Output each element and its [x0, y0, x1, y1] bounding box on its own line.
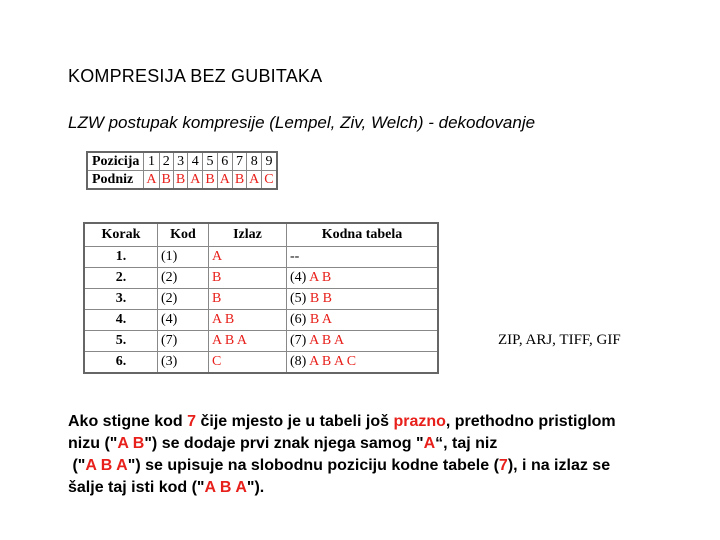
- kodna-value: B B: [309, 291, 333, 306]
- symbols-row: [87, 171, 277, 190]
- symbol-cell: A: [144, 171, 159, 190]
- text-span: čije mjesto je u tabeli još: [196, 413, 394, 430]
- highlight-span: 7: [498, 457, 508, 474]
- kodna-index: (5): [290, 291, 307, 306]
- text-span: nizu (": [68, 435, 118, 452]
- korak-cell: 1.: [84, 247, 158, 268]
- table-row: [84, 352, 438, 374]
- highlight-span: prazno: [393, 413, 446, 430]
- izlaz-cell: B: [209, 289, 287, 310]
- position-cell: 6: [217, 152, 232, 171]
- korak-cell: 4.: [84, 310, 158, 331]
- position-cell: 3: [173, 152, 187, 171]
- text-span: Ako stigne kod: [68, 413, 188, 430]
- header-korak: Korak: [84, 223, 158, 247]
- kodna-index: --: [290, 249, 300, 264]
- highlight-span: A: [423, 435, 436, 452]
- table-row: [84, 289, 438, 310]
- table-row: [84, 268, 438, 289]
- izlaz-cell: A B: [209, 310, 287, 331]
- decode-header-row: [84, 223, 438, 247]
- kodna-cell: [287, 247, 439, 268]
- header-kod: Kod: [158, 223, 209, 247]
- kodna-index: (6): [290, 312, 307, 327]
- text-span: (": [68, 457, 86, 474]
- decode-table: [83, 222, 439, 374]
- symbol-cell: A: [217, 171, 232, 190]
- korak-cell: 2.: [84, 268, 158, 289]
- kodna-index: (4): [290, 270, 307, 285]
- text-span: ").: [246, 479, 265, 496]
- kod-cell: (3): [158, 352, 209, 374]
- kodna-value: B A: [309, 312, 333, 327]
- symbol-cell: C: [262, 171, 277, 190]
- input-sequence-table: [86, 151, 278, 190]
- position-cell: 4: [188, 152, 203, 171]
- highlight-span: A B A: [204, 479, 247, 496]
- izlaz-cell: A: [209, 247, 287, 268]
- explanation-paragraph: [68, 411, 708, 499]
- paragraph-line-3: [68, 455, 708, 477]
- position-cell: 1: [144, 152, 159, 171]
- izlaz-cell: B: [209, 268, 287, 289]
- table-row: [84, 331, 438, 352]
- positions-row: [87, 152, 277, 171]
- kod-cell: (2): [158, 268, 209, 289]
- highlight-span: 7: [187, 413, 197, 430]
- kodna-value: A B A C: [309, 354, 357, 369]
- symbol-cell: B: [232, 171, 246, 190]
- kodna-cell: [287, 289, 439, 310]
- table-row: [84, 247, 438, 268]
- position-cell: 5: [203, 152, 217, 171]
- text-span: šalje taj isti kod (": [68, 479, 205, 496]
- kodna-cell: [287, 310, 439, 331]
- page-title: KOMPRESIJA BEZ GUBITAKA: [68, 66, 323, 86]
- position-cell: 9: [262, 152, 277, 171]
- highlight-span: A B: [117, 435, 145, 452]
- kodna-cell: [287, 331, 439, 352]
- izlaz-cell: A B A: [209, 331, 287, 352]
- position-cell: 8: [247, 152, 262, 171]
- kodna-index: (7): [290, 333, 307, 348]
- position-cell: 2: [159, 152, 173, 171]
- pozicija-label: Pozicija: [87, 152, 144, 171]
- position-cell: 7: [232, 152, 246, 171]
- table-row: [84, 310, 438, 331]
- kodna-value: A B: [309, 270, 332, 285]
- page-subtitle: LZW postupak kompresije (Lempel, Ziv, Welch) - dekodovanje: [68, 113, 536, 132]
- kodna-index: (8): [290, 354, 307, 369]
- symbol-cell: B: [173, 171, 187, 190]
- podniz-label: Podniz: [87, 171, 144, 190]
- kodna-cell: [287, 352, 439, 374]
- text-span: ") se upisuje na slobodnu poziciju kodne tabele (: [127, 457, 499, 474]
- korak-cell: 3.: [84, 289, 158, 310]
- text-span: ), i na izlaz se: [507, 457, 611, 474]
- kod-cell: (1): [158, 247, 209, 268]
- text-span: , prethodno pristiglom: [445, 413, 616, 430]
- text-span: ") se dodaje prvi znak njega samog ": [144, 435, 424, 452]
- izlaz-cell: C: [209, 352, 287, 374]
- kodna-cell: [287, 268, 439, 289]
- text-span: “, taj niz: [435, 435, 498, 452]
- symbol-cell: A: [247, 171, 262, 190]
- header-izlaz: Izlaz: [209, 223, 287, 247]
- paragraph-line-4: [68, 477, 708, 499]
- formats-note: ZIP, ARJ, TIFF, GIF: [498, 332, 621, 348]
- kodna-value: A B A: [309, 333, 345, 348]
- korak-cell: 6.: [84, 352, 158, 374]
- kod-cell: (4): [158, 310, 209, 331]
- symbol-cell: A: [188, 171, 203, 190]
- kod-cell: (2): [158, 289, 209, 310]
- header-kodna-tabela: Kodna tabela: [287, 223, 439, 247]
- paragraph-line-1: [68, 411, 708, 433]
- symbol-cell: B: [203, 171, 217, 190]
- kod-cell: (7): [158, 331, 209, 352]
- highlight-span: A B A: [85, 457, 128, 474]
- symbol-cell: B: [159, 171, 173, 190]
- paragraph-line-2: [68, 433, 708, 455]
- korak-cell: 5.: [84, 331, 158, 352]
